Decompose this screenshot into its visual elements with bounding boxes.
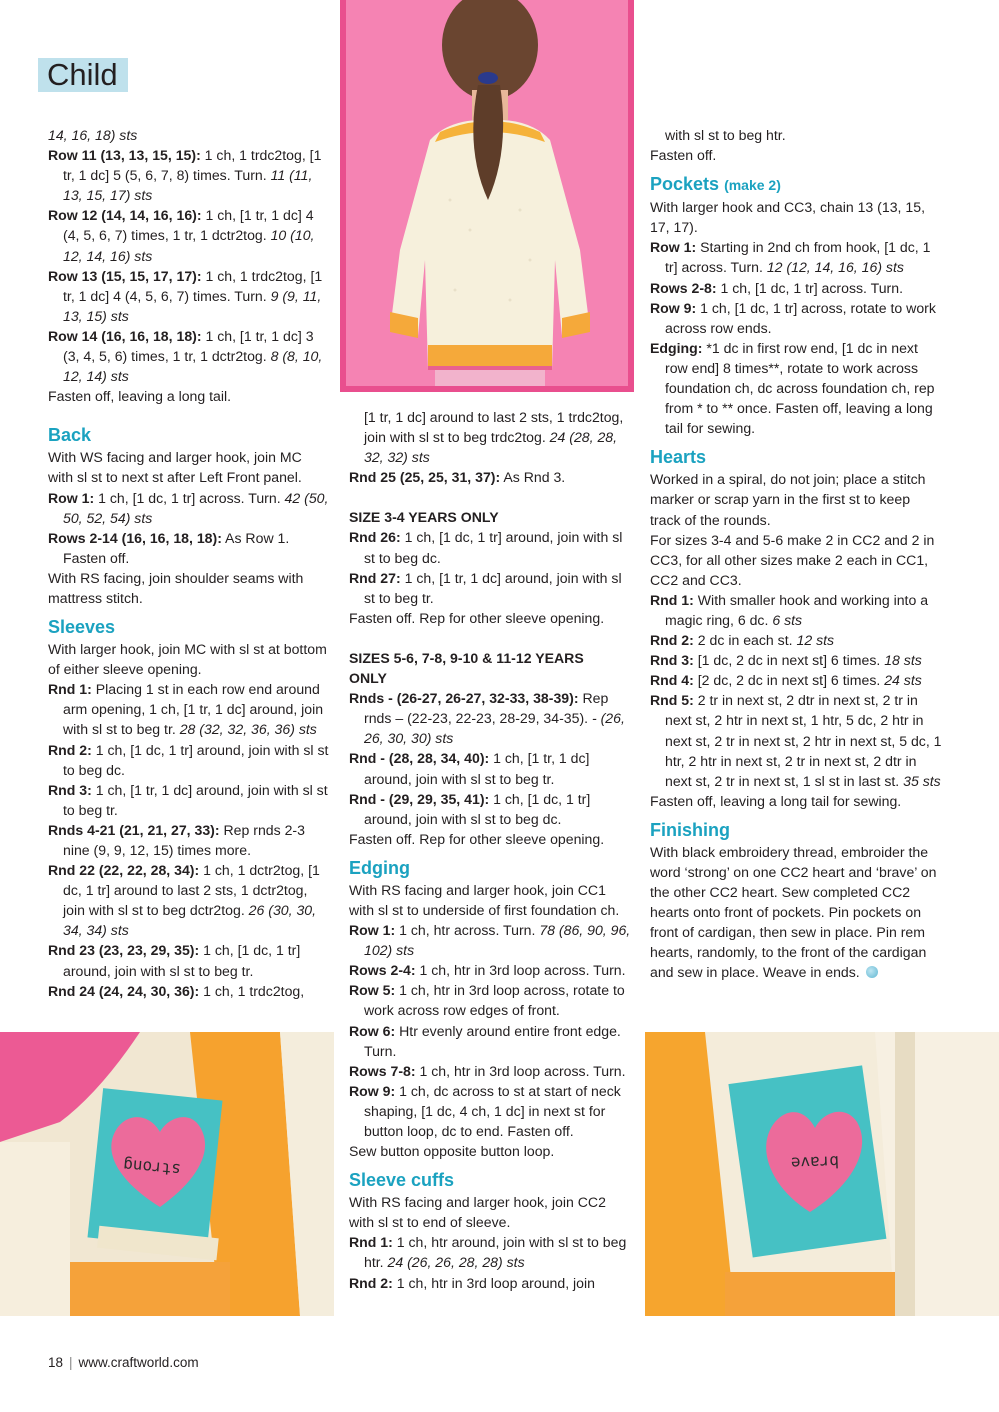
size-3-4-heading: SIZE 3-4 YEARS ONLY — [349, 509, 499, 526]
sleeve-rnd-1: Rnd 1: Placing 1 st in each row end around arm opening, 1 ch, [1 tr, 1 dc] around, join with sl st to beg tr. 28 (32, 32, 36, 36) sts — [48, 681, 324, 738]
heart-rnd-3: Rnd 3: [1 dc, 2 dc in next st] 6 times. 18 sts — [650, 652, 922, 669]
rnds-rep: Rnds - (26-27, 26-27, 32-33, 38-39): Rep rnds – (22-23, 22-23, 28-29, 34-35). - (26, 26, 30, 30) sts — [349, 690, 625, 747]
cuffs-rnd-2: Rnd 2: 1 ch, htr in 3rd loop around, join — [349, 1274, 595, 1291]
heart-rnd-4: Rnd 4: [2 dc, 2 dc in next st] 6 times. 24 sts — [650, 672, 922, 689]
strong-heart-word: strong — [122, 1155, 182, 1180]
sleeve-rnd-22: Rnd 22 (22, 22, 28, 34): 1 ch, 1 dctr2tog, [1 dc, 1 tr] around to last 2 sts, 1 dctr2tog, join with sl st to beg dctr2tog. 26 (30, 30, 34, 34) sts — [48, 862, 320, 939]
sizes-5-12-heading: SIZES 5-6, 7-8, 9-10 & 11-12 YEARS ONLY — [349, 649, 584, 687]
edging-row-1: Row 1: 1 ch, htr across. Turn. 78 (86, 90, 96, 102) sts — [349, 922, 631, 959]
page-footer — [48, 1355, 199, 1370]
sleeves-intro: With larger hook, join MC with sl st at bottom of either sleeve opening. — [48, 641, 327, 678]
section-tag: Child — [38, 58, 128, 92]
cardigan-back-photo — [340, 0, 634, 392]
sew-button: Sew button opposite button loop. — [349, 1143, 555, 1160]
sleeves-heading: Sleeves — [48, 617, 116, 638]
rnd-26: Rnd 26: 1 ch, [1 dc, 1 tr] around, join with sl st to beg dc. — [349, 529, 623, 566]
back-seams: With RS facing, join shoulder seams with mattress stitch. — [48, 569, 304, 606]
rnd-b: Rnd - (29, 29, 35, 41): 1 ch, [1 dc, 1 tr] around, join with sl st to beg dc. — [349, 790, 591, 827]
rnd-27: Rnd 27: 1 ch, [1 tr, 1 dc] around, join with sl st to beg tr. — [349, 569, 622, 606]
pockets-heading: Pockets (make 2) — [650, 174, 781, 195]
back-heading: Back — [48, 425, 92, 446]
strong-pocket-illustration — [0, 1032, 334, 1316]
edging-heading: Edging — [349, 857, 410, 878]
fasten-off-sleeve-1: Fasten off. Rep for other sleeve opening. — [349, 609, 605, 626]
heart-rnd-5: Rnd 5: 2 tr in next st, 2 dtr in next st, 2 tr in next st, 2 htr in next st, 1 htr, 5 dc, 2 htr in next st, 2 tr in next st, 2 htr in next st, 5 dc, 1 htr, 2 htr in next st, 2 tr in next st, 2 dtr in next st, 2 tr in next st, 1 sl st in last st. 35 sts — [650, 692, 942, 789]
brave-heart-word: brave — [790, 1152, 840, 1173]
fasten-off-text: Fasten off, leaving a long tail. — [48, 388, 232, 405]
fasten-off-sleeve-2: Fasten off. Rep for other sleeve opening. — [349, 830, 605, 847]
heart-rnd-1: Rnd 1: With smaller hook and working into a magic ring, 6 dc. 6 sts — [650, 591, 929, 628]
row-12: Row 12 (14, 14, 16, 16): 1 ch, [1 tr, 1 dc] 4 (4, 5, 6, 7) times, 1 tr, 1 dctr2tog. 10 (10, 12, 14, 16) sts — [48, 207, 315, 264]
cuffs-cont: with sl st to beg htr. — [665, 127, 786, 143]
edging-row-5: Row 5: 1 ch, htr in 3rd loop across, rotate to work across row edges of front. — [349, 982, 625, 1019]
cardigan-back-illustration — [340, 0, 634, 392]
finishing-text: With black embroidery thread, embroider the word ‘strong’ on one CC2 heart and ‘brave’ on the other CC2 heart. Sew completed CC2 hearts onto front of pockets. Pin pockets on front of cardigan, then sew in place. Pin rem hearts, randomly, to the front of the cardigan and sew in place. Weave in ends. — [650, 843, 937, 981]
footer-divider: | — [69, 1355, 73, 1370]
sleeve-rnd-25: Rnd 25 (25, 25, 31, 37): As Rnd 3. — [349, 469, 566, 486]
edging-rows-7-8: Rows 7-8: 1 ch, htr in 3rd loop across. Turn. — [349, 1062, 626, 1079]
hearts-intro-2: For sizes 3-4 and 5-6 make 2 in CC2 and 2 in CC3, for all other sizes make 2 each in CC1, CC2 and CC3. — [650, 531, 935, 588]
pocket-row-9: Row 9: 1 ch, [1 dc, 1 tr] across, rotate to work across row ends. — [650, 299, 936, 336]
heart-rnd-2: Rnd 2: 2 dc in each st. 12 sts — [650, 632, 835, 649]
back-intro: With WS facing and larger hook, join MC with sl st to next st after Left Front panel. — [48, 449, 302, 486]
sleeve-cuffs-heading: Sleeve cuffs — [349, 1170, 455, 1191]
edging-intro: With RS facing and larger hook, join CC1 with sl st to underside of first foundation ch. — [349, 881, 620, 918]
finishing-heading: Finishing — [650, 819, 730, 840]
sleeve-rnd-3: Rnd 3: 1 ch, [1 tr, 1 dc] around, join with sl st to beg tr. — [48, 781, 328, 818]
yarn-ball-icon — [866, 966, 878, 978]
row-13: Row 13 (15, 15, 17, 17): 1 ch, 1 trdc2tog, [1 tr, 1 dc] 4 (4, 5, 6, 7) times. Turn. 9 (9, 11, 13, 15) sts — [48, 267, 323, 324]
edging-row-9: Row 9: 1 ch, dc across to st at start of neck shaping, [1 dc, 4 ch, 1 dc] in next st for button loop, dc to end. Fasten off. — [349, 1082, 621, 1139]
footer-url[interactable]: www.craftworld.com — [78, 1355, 199, 1370]
pocket-rows-2-8: Rows 2-8: 1 ch, [1 dc, 1 tr] across. Turn. — [650, 279, 904, 296]
sleeve-rnd-24-cont: [1 tr, 1 dc] around to last 2 sts, 1 trdc2tog, join with sl st to beg trdc2tog. 24 (28, 28, 32, 32) sts — [364, 409, 624, 466]
page-number: 18 — [48, 1355, 64, 1370]
column-2 — [349, 407, 634, 1293]
rnd-a: Rnd - (28, 28, 34, 40): 1 ch, [1 tr, 1 dc] around, join with sl st to beg tr. — [349, 750, 590, 787]
strong-pocket-photo — [0, 1032, 334, 1316]
pocket-row-1: Row 1: Starting in 2nd ch from hook, [1 dc, 1 tr] across. Turn. 12 (12, 14, 16, 16) sts — [650, 239, 931, 276]
brave-pocket-illustration — [645, 1032, 999, 1316]
cuffs-rnd-1: Rnd 1: 1 ch, htr around, join with sl st to beg htr. 24 (26, 26, 28, 28) sts — [349, 1234, 627, 1271]
brave-pocket-photo — [645, 1032, 999, 1316]
edging-rows-2-4: Rows 2-4: 1 ch, htr in 3rd loop across. Turn. — [349, 962, 626, 979]
cuffs-intro: With RS facing and larger hook, join CC2 with sl st to end of sleeve. — [349, 1194, 606, 1231]
column-1 — [48, 125, 330, 1001]
row-11: Row 11 (13, 13, 15, 15): 1 ch, 1 trdc2tog, [1 tr, 1 dc] 5 (5, 6, 7, 8) times. Turn. 11 (11, 13, 15, 17) sts — [48, 147, 322, 204]
sleeve-rnd-2: Rnd 2: 1 ch, [1 dc, 1 tr] around, join with sl st to beg dc. — [48, 741, 329, 778]
column-3 — [650, 125, 942, 983]
back-rows-2-14: Rows 2-14 (16, 16, 18, 18): As Row 1. Fasten off. — [48, 529, 290, 566]
edging-row-6: Row 6: Htr evenly around entire front edge. Turn. — [349, 1022, 621, 1059]
sleeve-rnd-24: Rnd 24 (24, 24, 30, 36): 1 ch, 1 trdc2tog, — [48, 982, 305, 999]
row-14: Row 14 (16, 16, 18, 18): 1 ch, [1 tr, 1 dc] 3 (3, 4, 5, 6) times, 1 tr, 1 dctr2tog. 8 (8, 10, 12, 14) sts — [48, 327, 323, 385]
hearts-intro-1: Worked in a spiral, do not join; place a stitch marker or scrap yarn in the first st to keep track of the rounds. — [650, 471, 926, 528]
sleeve-rnds-4-21: Rnds 4-21 (21, 21, 27, 33): Rep rnds 2-3 nine (9, 9, 12, 15) times more. — [48, 821, 305, 858]
pockets-intro: With larger hook and CC3, chain 13 (13, 15, 17, 17). — [650, 199, 925, 236]
hearts-fasten: Fasten off, leaving a long tail for sewing. — [650, 792, 902, 809]
hearts-heading: Hearts — [650, 447, 707, 468]
back-row-1: Row 1: 1 ch, [1 dc, 1 tr] across. Turn. 42 (50, 50, 52, 54) sts — [48, 489, 329, 526]
stitch-count: 14, 16, 18) sts — [48, 127, 138, 143]
pocket-edging: Edging: *1 dc in first row end, [1 dc in next row end] 8 times**, rotate to work across foundation ch, dc across foundation ch, rep from * to ** once. Fasten off, leaving a long tail for sewing. — [650, 339, 935, 437]
cuffs-fasten: Fasten off. — [650, 147, 717, 164]
sleeve-rnd-23: Rnd 23 (23, 23, 29, 35): 1 ch, [1 dc, 1 tr] around, join with sl st to beg tr. — [48, 942, 301, 979]
